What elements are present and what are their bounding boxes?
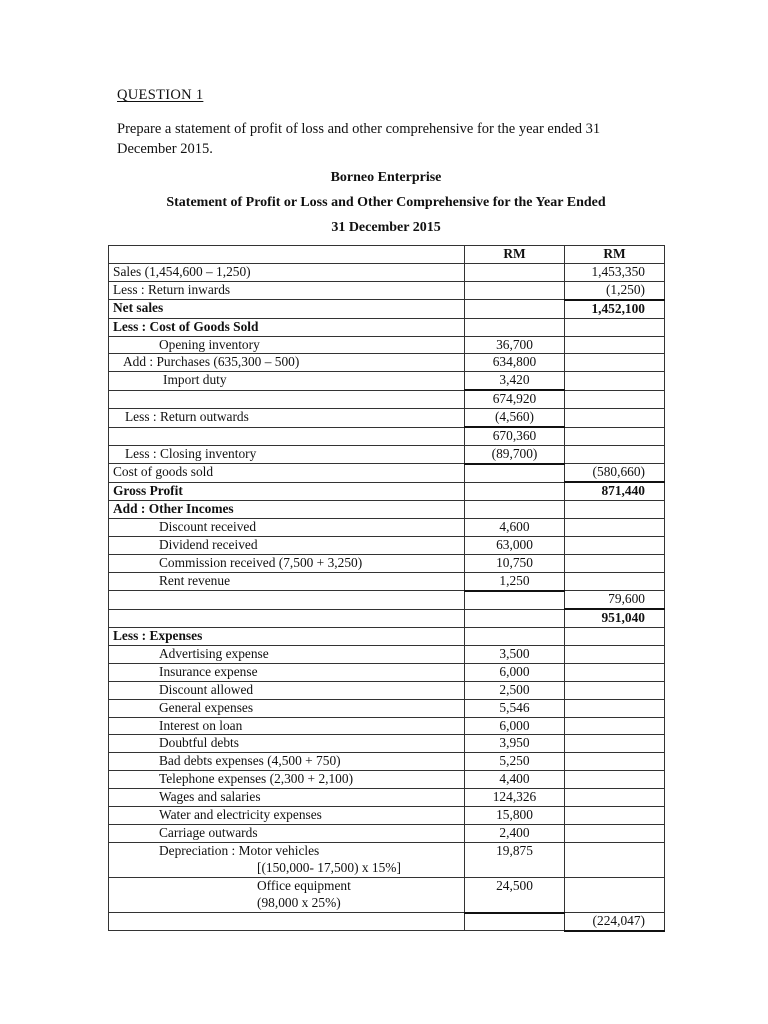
table-row [109, 628, 665, 646]
statement-title-line2: 31 December 2015 [331, 220, 441, 235]
table-row [109, 409, 665, 427]
row-rm1: 24,500 [465, 877, 565, 894]
row-desc: Depreciation : Motor vehicles [109, 842, 465, 859]
row-rm1: 15,800 [465, 807, 565, 825]
row-rm1: 670,360 [465, 427, 565, 445]
row-rm2 [565, 895, 665, 913]
row-desc: Telephone expenses (2,300 + 2,100) [109, 771, 465, 789]
table-row [109, 771, 665, 789]
income-statement-table [108, 245, 665, 932]
table-row [109, 519, 665, 537]
row-rm1 [465, 609, 565, 627]
table-row [109, 427, 665, 445]
row-rm2: (224,047) [565, 913, 665, 931]
row-desc: Discount allowed [109, 681, 465, 699]
question-title: QUESTION 1 [117, 87, 204, 103]
row-rm2 [565, 445, 665, 463]
row-rm1 [465, 501, 565, 519]
row-desc: Wages and salaries [109, 789, 465, 807]
row-rm2 [565, 753, 665, 771]
row-desc [109, 609, 465, 627]
table-row [109, 789, 665, 807]
row-rm1: (89,700) [465, 445, 565, 463]
row-rm1: 124,326 [465, 789, 565, 807]
question-instruction: Prepare a statement of profit of loss and other comprehensive for the year ended 31 December 2015. [117, 121, 601, 157]
table-row [109, 842, 665, 859]
row-rm2 [565, 354, 665, 372]
table-row [109, 501, 665, 519]
row-rm2: 1,452,100 [565, 300, 665, 318]
table-row [109, 318, 665, 336]
table-row [109, 717, 665, 735]
row-rm1 [465, 913, 565, 931]
row-desc [109, 913, 465, 931]
row-desc: Opening inventory [109, 336, 465, 354]
table-row [109, 860, 665, 877]
row-rm1: 4,600 [465, 519, 565, 537]
row-rm2 [565, 372, 665, 390]
table-row [109, 263, 665, 281]
row-desc: (98,000 x 25%) [109, 895, 465, 913]
row-rm1: 2,500 [465, 681, 565, 699]
row-desc: Commission received (7,500 + 3,250) [109, 554, 465, 572]
row-desc: Bad debts expenses (4,500 + 750) [109, 753, 465, 771]
row-rm2 [565, 554, 665, 572]
row-desc: Interest on loan [109, 717, 465, 735]
row-rm2 [565, 427, 665, 445]
table-row [109, 913, 665, 931]
row-desc: [(150,000- 17,500) x 15%] [109, 860, 465, 877]
row-rm1 [465, 263, 565, 281]
row-desc: Cost of goods sold [109, 464, 465, 482]
table-row [109, 663, 665, 681]
company-name: Borneo Enterprise [330, 170, 442, 185]
row-rm2 [565, 789, 665, 807]
table-row [109, 336, 665, 354]
row-rm2 [565, 860, 665, 877]
table-header-row [109, 246, 665, 264]
row-rm1: 3,950 [465, 735, 565, 753]
row-rm1 [465, 860, 565, 877]
row-rm1: 5,250 [465, 753, 565, 771]
row-rm1: 5,546 [465, 699, 565, 717]
row-desc: Discount received [109, 519, 465, 537]
row-rm2 [565, 842, 665, 859]
table-row [109, 591, 665, 609]
row-rm1: 2,400 [465, 825, 565, 843]
row-rm2 [565, 771, 665, 789]
row-desc: Dividend received [109, 537, 465, 555]
table-row [109, 877, 665, 894]
row-desc: Water and electricity expenses [109, 807, 465, 825]
row-rm2 [565, 501, 665, 519]
row-desc [109, 390, 465, 408]
row-rm1: 36,700 [465, 336, 565, 354]
row-rm2 [565, 699, 665, 717]
row-rm1: 10,750 [465, 554, 565, 572]
row-rm2: 1,453,350 [565, 263, 665, 281]
row-rm1 [465, 281, 565, 299]
row-rm2 [565, 628, 665, 646]
row-rm1: 19,875 [465, 842, 565, 859]
table-row [109, 390, 665, 408]
row-desc: Insurance expense [109, 663, 465, 681]
row-rm2: (1,250) [565, 281, 665, 299]
row-rm2 [565, 681, 665, 699]
table-row [109, 482, 665, 500]
row-rm1: (4,560) [465, 409, 565, 427]
row-rm1 [465, 628, 565, 646]
table-row [109, 825, 665, 843]
row-desc: Sales (1,454,600 – 1,250) [109, 263, 465, 281]
row-rm2 [565, 717, 665, 735]
table-row [109, 699, 665, 717]
row-desc: Gross Profit [109, 482, 465, 500]
header-rm1: RM [465, 246, 565, 264]
table-row [109, 554, 665, 572]
row-rm1: 1,250 [465, 572, 565, 590]
row-rm1 [465, 895, 565, 913]
row-rm1 [465, 482, 565, 500]
table-row [109, 537, 665, 555]
table-row [109, 572, 665, 590]
row-desc [109, 591, 465, 609]
table-row [109, 281, 665, 299]
row-rm2: 951,040 [565, 609, 665, 627]
header-rm2: RM [565, 246, 665, 264]
table-row [109, 895, 665, 913]
row-rm2 [565, 336, 665, 354]
row-rm2 [565, 877, 665, 894]
row-rm1 [465, 318, 565, 336]
row-rm1: 634,800 [465, 354, 565, 372]
table-row [109, 753, 665, 771]
table-row [109, 300, 665, 318]
row-rm2 [565, 663, 665, 681]
row-desc: Less : Closing inventory [109, 445, 465, 463]
row-rm2 [565, 645, 665, 663]
table-row [109, 681, 665, 699]
row-desc: Less : Expenses [109, 628, 465, 646]
row-desc: Import duty [109, 372, 465, 390]
table-row [109, 445, 665, 463]
row-rm1 [465, 300, 565, 318]
row-desc: General expenses [109, 699, 465, 717]
row-desc: Carriage outwards [109, 825, 465, 843]
table-row [109, 807, 665, 825]
row-desc: Add : Other Incomes [109, 501, 465, 519]
row-rm2 [565, 519, 665, 537]
row-rm1 [465, 464, 565, 482]
table-row [109, 735, 665, 753]
row-desc: Add : Purchases (635,300 – 500) [109, 354, 465, 372]
row-rm1: 6,000 [465, 663, 565, 681]
statement-title-line1: Statement of Profit or Loss and Other Comprehensive for the Year Ended [166, 195, 606, 210]
row-rm2: (580,660) [565, 464, 665, 482]
row-desc: Advertising expense [109, 645, 465, 663]
row-rm2 [565, 390, 665, 408]
row-rm2 [565, 409, 665, 427]
row-rm2 [565, 318, 665, 336]
row-rm2 [565, 537, 665, 555]
table-row [109, 645, 665, 663]
row-desc [109, 427, 465, 445]
row-rm2 [565, 735, 665, 753]
row-rm1: 674,920 [465, 390, 565, 408]
row-rm1: 3,500 [465, 645, 565, 663]
row-desc: Less : Cost of Goods Sold [109, 318, 465, 336]
row-rm2 [565, 572, 665, 590]
row-desc: Less : Return inwards [109, 281, 465, 299]
row-rm1 [465, 591, 565, 609]
row-rm1: 4,400 [465, 771, 565, 789]
table-row [109, 464, 665, 482]
row-rm2: 871,440 [565, 482, 665, 500]
row-desc: Rent revenue [109, 572, 465, 590]
table-row [109, 609, 665, 627]
row-rm1: 63,000 [465, 537, 565, 555]
row-desc: Less : Return outwards [109, 409, 465, 427]
row-rm2 [565, 807, 665, 825]
row-rm1: 6,000 [465, 717, 565, 735]
row-rm2 [565, 825, 665, 843]
header-desc [109, 246, 465, 264]
table-row [109, 354, 665, 372]
row-desc: Office equipment [109, 877, 465, 894]
row-desc: Net sales [109, 300, 465, 318]
row-rm1: 3,420 [465, 372, 565, 390]
row-desc: Doubtful debts [109, 735, 465, 753]
row-rm2: 79,600 [565, 591, 665, 609]
table-row [109, 372, 665, 390]
